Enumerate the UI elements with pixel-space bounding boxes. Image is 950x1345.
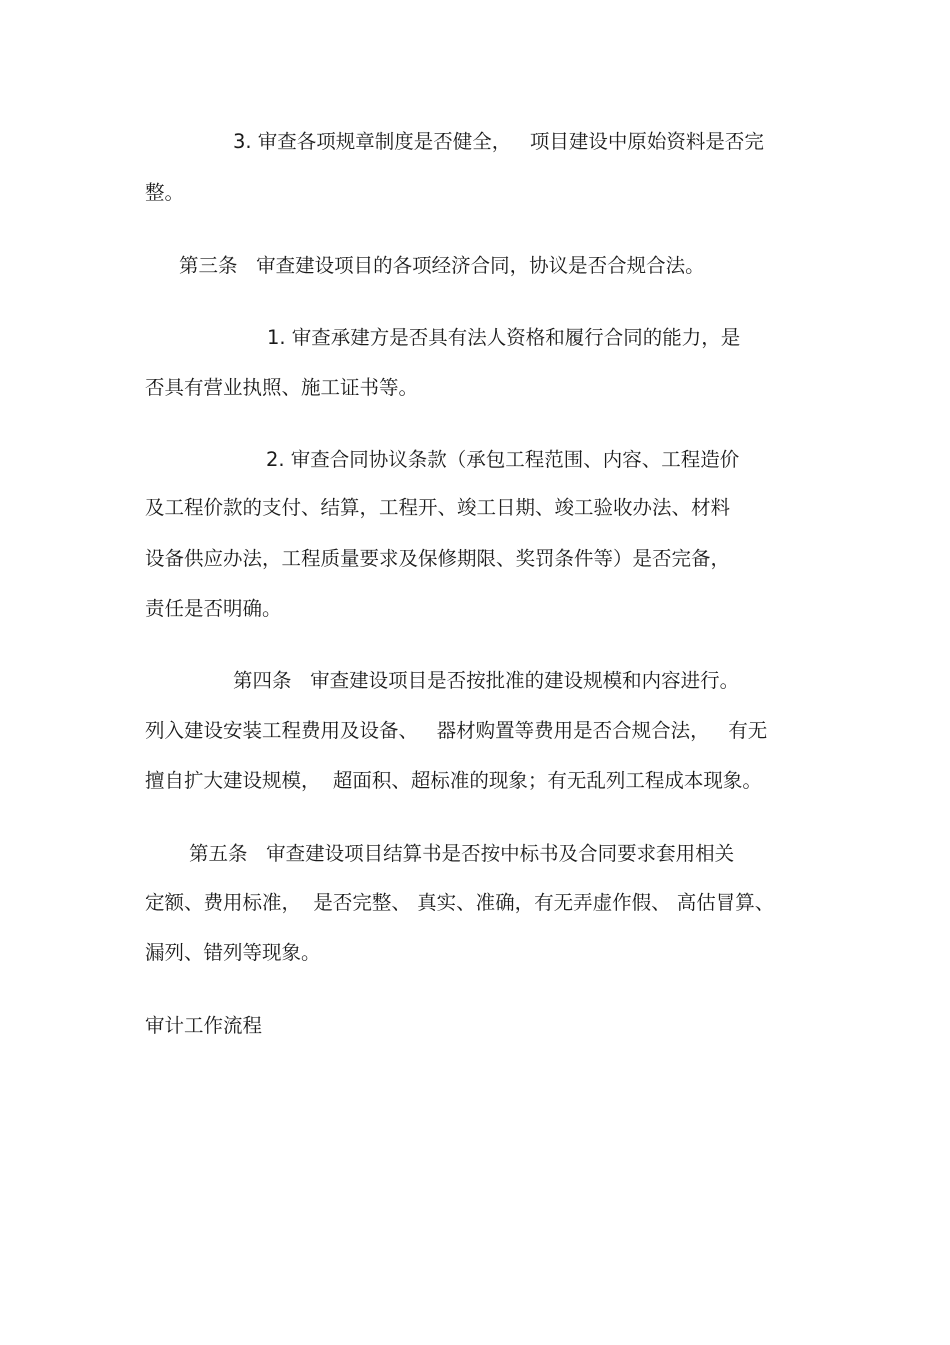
item-3-line-1: 3. 审查各项规章制度是否健全， 项目建设中原始资料是否完: [233, 130, 764, 153]
article-4-line-3: 擅自扩大建设规模， 超面积、超标准的现象；有无乱列工程成本现象。: [145, 769, 762, 792]
article-5-line-3: 漏列、错列等现象。: [145, 941, 321, 964]
item-2-line-4: 责任是否明确。: [145, 597, 282, 620]
article-3-line-1: 第三条 审查建设项目的各项经济合同，协议是否合规合法。: [179, 254, 705, 277]
article-4-line-1: 第四条 审查建设项目是否按批准的建设规模和内容进行。: [233, 669, 740, 692]
section-heading: 审计工作流程: [145, 1014, 263, 1037]
item-2-line-1: 2. 审查合同协议条款（承包工程范围、内容、工程造价: [266, 448, 740, 471]
article-5-line-2: 定额、费用标准， 是否完整、 真实、准确，有无弄虚作假、 高估冒算、: [145, 891, 775, 914]
item-1-line-2: 否具有营业执照、施工证书等。: [145, 376, 419, 399]
item-3-line-2: 整。: [145, 181, 185, 204]
article-5-line-1: 第五条 审查建设项目结算书是否按中标书及合同要求套用相关: [189, 842, 735, 865]
item-2-line-2: 及工程价款的支付、结算，工程开、竣工日期、竣工验收办法、材料: [145, 496, 731, 519]
item-1-line-1: 1. 审查承建方是否具有法人资格和履行合同的能力，是: [267, 326, 741, 349]
article-4-line-2: 列入建设安装工程费用及设备、 器材购置等费用是否合规合法， 有无: [145, 719, 768, 742]
item-2-line-3: 设备供应办法，工程质量要求及保修期限、奖罚条件等）是否完备，: [145, 547, 731, 570]
